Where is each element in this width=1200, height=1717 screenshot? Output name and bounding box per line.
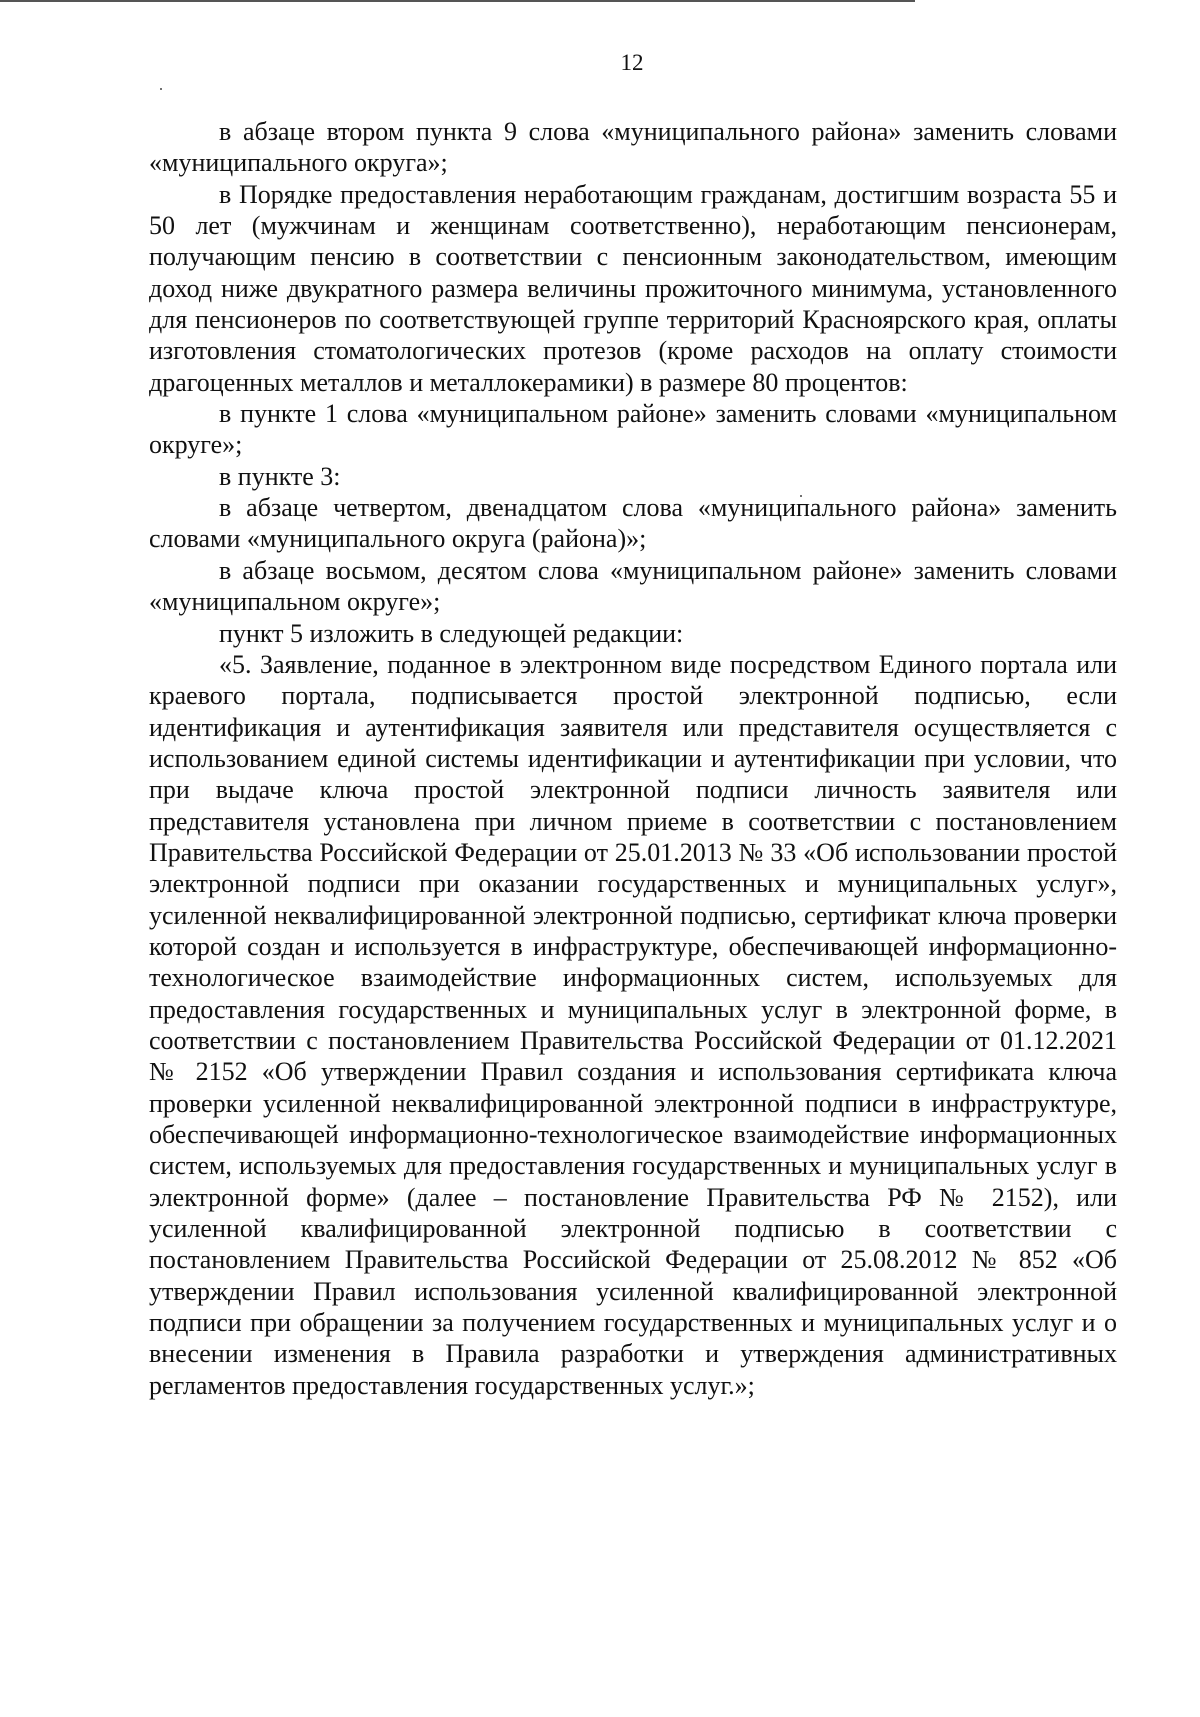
page-number: 12: [620, 50, 644, 75]
scan-top-border: [0, 0, 915, 2]
scan-speck: [160, 88, 162, 90]
paragraph: в абзаце четвертом, двенадцатом слова «муниципального района» заменить словами «муниципального округа (района)»;: [149, 493, 1117, 554]
document-body: [149, 116, 1117, 1401]
paragraph: в абзаце втором пункта 9 слова «муниципального района» заменить словами «муниципального округа»;: [149, 117, 1117, 178]
paragraph: пункт 5 изложить в следующей редакции:: [219, 618, 684, 648]
paragraph: в Порядке предоставления неработающим гражданам, достигшим возраста 55 и 50 лет (мужчинам и женщинам соответственно), неработающим пенсионерам, получающим пенсию в соответствии с пенсионным законодательством, имеющим доход ниже двукратного размера величины прожиточного минимума, установленного для пенсионеров по соответствующей группе территорий Красноярского края, оплаты изготовления стоматологических протезов (кроме расходов на оплату стоимости драгоценных металлов и металлокерамики) в размере 80 процентов:: [149, 179, 1117, 397]
paragraph: «5. Заявление, поданное в электронном виде посредством Единого портала или краевого портала, подписывается простой электронной подписью, если идентификация и аутентификация заявителя или представителя осуществляется с использованием единой системы идентификации и аутентификации при условии, что при выдаче ключа простой электронной подписи личность заявителя или представителя установлена при личном приеме в соответствии с постановлением Правительства Российской Федерации от 25.01.2013 № 33 «Об использовании простой электронной подписи при оказании государственных и муниципальных услуг», усиленной неквалифицированной электронной подписью, сертификат ключа проверки которой создан и используется в инфраструктуре, обеспечивающей информационно-технологическое взаимодействие информационных систем, используемых для предоставления государственных и муниципальных услуг в электронной форме, в соответствии с постановлением Правительства Российской Федерации от 01.12.2021 № 2152 «Об утверждении Правил создания и использования сертификата ключа проверки усиленной неквалифицированной электронной подписи в инфраструктуре, обеспечивающей информационно-технологическое взаимодействие информационных систем, используемых для предоставления государственных и муниципальных услуг в электронной форме» (далее – постановление Правительства РФ № 2152), или усиленной квалифицированной электронной подписью в соответствии с постановлением Правительства Российской Федерации от 25.08.2012 № 852 «Об утверждении Правил использования усиленной квалифицированной электронной подписи при обращении за получением государственных и муниципальных услуг и о внесении изменения в Правила разработки и утверждения административных регламентов предоставления государственных услуг.»;: [149, 649, 1117, 1400]
paragraph: в пункте 1 слова «муниципальном районе» заменить словами «муниципальном округе»;: [149, 399, 1117, 460]
paragraph: в пункте 3:: [219, 461, 341, 491]
paragraph: в абзаце восьмом, десятом слова «муниципальном районе» заменить словами «муниципальном округе»;: [149, 555, 1117, 617]
